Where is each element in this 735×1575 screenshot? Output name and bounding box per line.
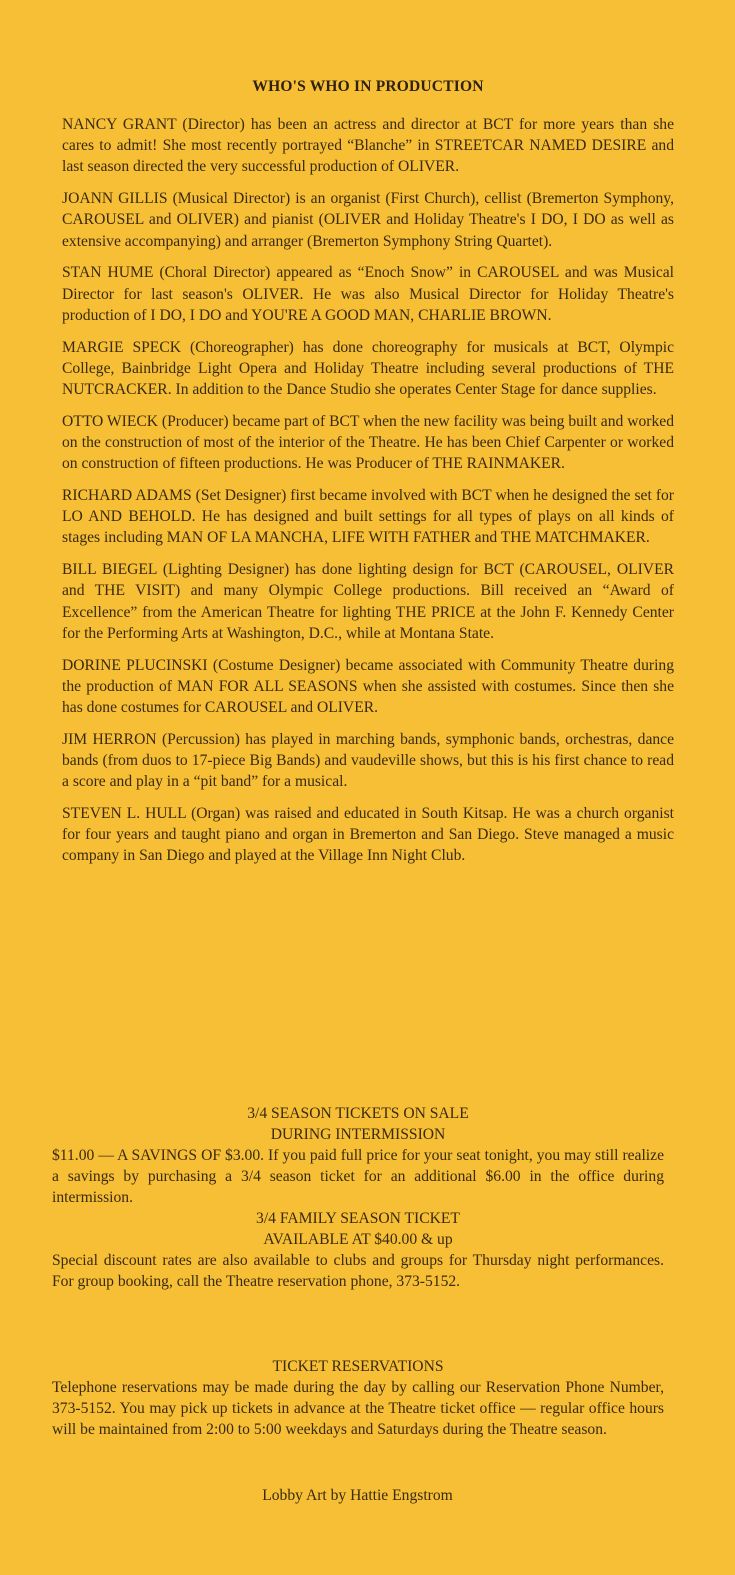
ticket-reservations-section [52,1356,664,1440]
lobby-art-credit: Lobby Art by Hattie Engstrom [262,1487,453,1504]
family-ticket-price: AVAILABLE AT $40.00 & up [263,1231,453,1248]
bio-paragraph: STEVEN L. HULL (Organ) was raised and educated in South Kitsap. He was a church organist for four years and taught piano and organ in Bremerton and San Diego. Steve managed a music company in San Diego and played at the Village Inn Night Club. [62,805,674,865]
bio-paragraph: DORINE PLUCINSKI (Costume Designer) became associated with Community Theatre during the production of MAN FOR ALL SEASONS when she assisted with costumes. Since then she has done costumes for CAROUSEL and OLIVER. [62,656,674,717]
section-heading: WHO'S WHO IN PRODUCTION [252,78,484,95]
production-bios-section [62,78,674,877]
season-tickets-body: $11.00 — A SAVINGS OF $3.00. If you paid full price for your seat tonight, you may still realize a savings by purchasing a 3/4 season ticket for an additional $6.00 in the office during intermission. [52,1147,664,1206]
bio-paragraph: JIM HERRON (Percussion) has played in marching bands, symphonic bands, orchestras, dance bands (from duos to 17-piece Big Bands) and vaudeville shows, but this is his first chance to read a score and play in a “pit band” for a musical. [62,730,674,791]
bio-paragraph: MARGIE SPECK (Choreographer) has done choreography for musicals at BCT, Olympic College, Bainbridge Light Opera and Holiday Theatre including several productions of THE NUTCRACKER. In addition to the Dance Studio she operates Center Stage for dance supplies. [62,338,674,399]
bio-paragraph: NANCY GRANT (Director) has been an actress and director at BCT for more years than she cares to admit! She most recently portrayed “Blanche” in STREETCAR NAMED DESIRE and last season directed the very successful production of OLIVER. [62,116,674,176]
season-tickets-section [52,1103,664,1292]
bio-paragraph: STAN HUME (Choral Director) appeared as “Enoch Snow” in CAROUSEL and was Musical Director for last season's OLIVER. He was also Musical Director for Holiday Theatre's production of I DO, I DO and YOU'RE A GOOD MAN, CHARLIE BROWN. [62,264,674,324]
group-discount-text: Special discount rates are also available to clubs and groups for Thursday night performances. For group booking, call the Theatre reservation phone, 373-5152. [52,1252,664,1290]
reservations-body: Telephone reservations may be made during the day by calling our Reservation Phone Number, 373-5152. You may pick up tickets in advance at the Theatre ticket office — regular office hours will be maintained from 2:00 to 5:00 weekdays and Saturdays during the Theatre season. [52,1379,664,1438]
bio-paragraph: RICHARD ADAMS (Set Designer) first became involved with BCT when he designed the set for LO AND BEHOLD. He has designed and built settings for all types of plays on all kinds of stages including MAN OF LA MANCHA, LIFE WITH FATHER and THE MATCHMAKER. [62,487,674,547]
reservations-heading: TICKET RESERVATIONS [272,1358,444,1375]
bio-paragraph: OTTO WIECK (Producer) became part of BCT when the new facility was being built and worked on the construction of most of the interior of the Theatre. He has been Chief Carpenter or worked on construction of fifteen productions. He was Producer of THE RAINMAKER. [62,412,674,473]
bio-paragraph: JOANN GILLIS (Musical Director) is an organist (First Church), cellist (Bremerton Symphony, CAROUSEL and OLIVER) and pianist (OLIVER and Holiday Theatre's I DO, I DO as well as extensive accompanying) and arranger (Bremerton Symphony String Quartet). [62,190,674,250]
season-tickets-subheading: DURING INTERMISSION [270,1126,446,1143]
bio-paragraph: BILL BIEGEL (Lighting Designer) has done lighting design for BCT (CAROUSEL, OLIVER and THE VISIT) and many Olympic College productions. Bill received an “Award of Excellence” from the American Theatre for lighting THE PRICE at the John F. Kennedy Center for the Performing Arts at Washington, D.C., while at Montana State. [62,561,674,642]
family-ticket-heading: 3/4 FAMILY SEASON TICKET [256,1210,460,1227]
season-tickets-heading: 3/4 SEASON TICKETS ON SALE [247,1105,469,1122]
